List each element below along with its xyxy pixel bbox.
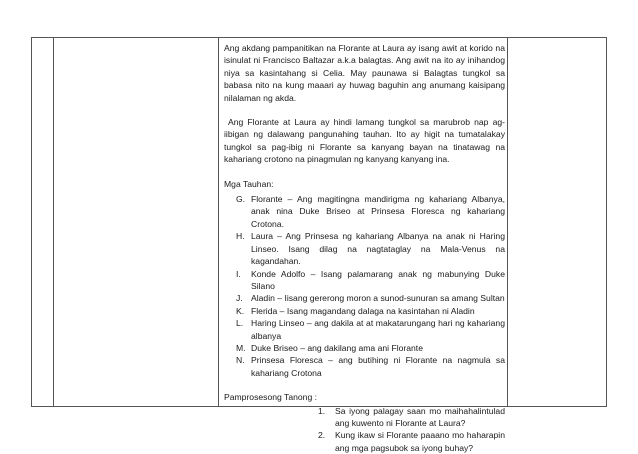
lesson-content-cell [224, 42, 505, 454]
list-marker: M. [236, 342, 246, 353]
list-item [224, 354, 505, 379]
list-marker: I. [236, 268, 241, 279]
list-item-text: Kung ikaw si Florante paaano mo haharapin ang mga pagsubok sa iyong buhay? [335, 430, 505, 453]
characters-list [224, 193, 505, 379]
list-item-text: Prinsesa Floresca – ang butihing ni Florante na nagmula sa kahariang Crotona [251, 355, 505, 378]
list-item [224, 292, 505, 304]
list-item [224, 405, 505, 430]
list-item [224, 230, 505, 267]
list-item [224, 429, 505, 454]
list-marker: J. [236, 293, 243, 304]
characters-heading: Mga Tauhan: [224, 178, 274, 189]
list-marker: L. [236, 318, 244, 329]
list-item [224, 193, 505, 230]
list-marker: 1. [318, 405, 326, 416]
list-item [224, 317, 505, 342]
list-marker: K. [236, 305, 245, 316]
questions-heading: Pamprosesong Tanong : [224, 392, 318, 403]
list-item-text: Haring Linseo – ang dakila at at makatarungang hari ng kahariang albanya [251, 318, 505, 341]
list-marker: 2. [318, 430, 326, 441]
list-item-text: Aladin – Iisang gererong moron a sunod-sunuran sa amang Sultan [251, 293, 505, 304]
list-item [224, 305, 505, 317]
table-column-border [218, 37, 219, 407]
summary-paragraph: Ang Florante at Laura ay hindi lamang tungkol sa marubrob nap ag-iibigan ng dalawang pangunahing tauhan. Ito ay higit na tumatalakay tungkol sa pag-ibig ni Florante sa kanyang bayan na tinatawag na kahariang crotono na pinagmulan ng kanyang kanyang ina. [224, 117, 505, 165]
table-top-border [31, 37, 607, 38]
list-item-text: Laura – Ang Prinsesa ng kahariang Albanya na anak ni Haring Linseo. Isang dilag na nagtataglay na Mala-Venus na kagandahan. [251, 231, 505, 267]
table-column-border [31, 37, 32, 407]
list-item [224, 342, 505, 354]
list-item-text: Konde Adolfo – Isang palamarang anak ng mabunying Duke Silano [251, 268, 505, 291]
list-item-text: Duke Briseo – ang dakilang ama ani Florante [251, 342, 423, 353]
list-marker: G. [236, 194, 246, 205]
table-column-border [507, 37, 508, 407]
list-marker: H. [236, 231, 245, 242]
list-item-text: Florante – Ang magitingna mandirigma ng kahariang Albanya, anak nina Duke Briseo at Prinsesa Floresca ng kahariang Crotona. [251, 194, 505, 229]
questions-list [224, 405, 505, 454]
list-item-text: Sa iyong palagay saan mo maihahalintulad ang kuwento ni Florante at Laura? [335, 405, 505, 428]
list-item-text: Flerida – Isang magandang dalaga na kasintahan ni Aladin [251, 305, 475, 316]
table-column-border [53, 37, 54, 407]
table-column-border [606, 37, 607, 407]
list-item [224, 268, 505, 293]
intro-paragraph: Ang akdang pampanitikan na Florante at Laura ay isang awit at korido na isinulat ni Francisco Baltazar a.k.a balagtas. Ang awit na ito ay inihandog niya sa kasintahang si Celia. May paunawa si Balagtas tungkol sa babasa nito na kung maaari ay huwag baguhin ang anumang kaisipang nilalaman ng akda. [224, 43, 505, 103]
list-marker: N. [236, 355, 245, 366]
